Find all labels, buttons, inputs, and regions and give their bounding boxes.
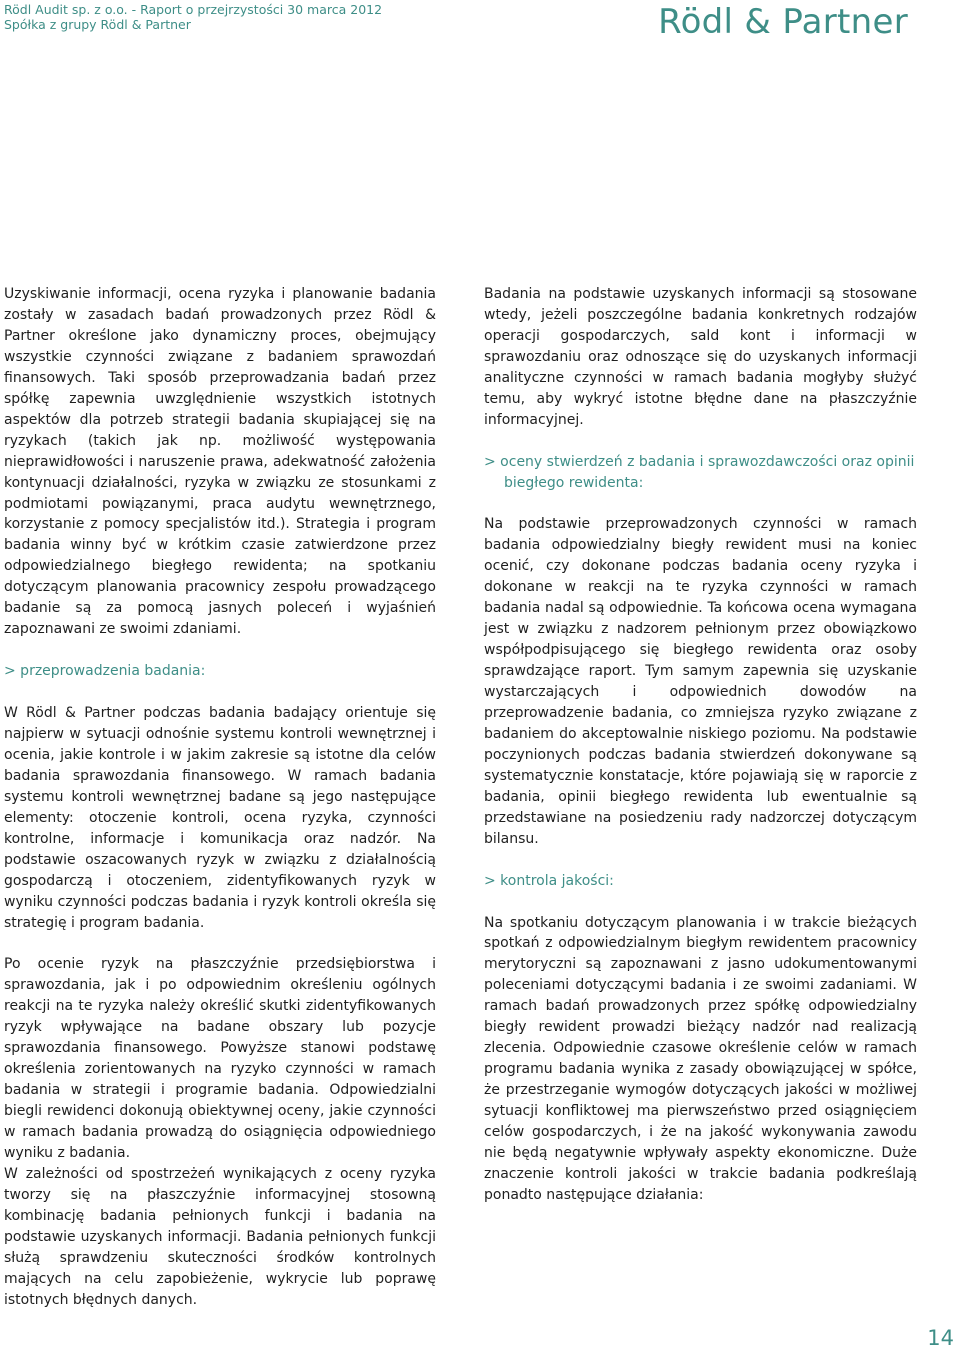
section-heading-conduct: > przeprowadzenia badania: (4, 663, 206, 680)
paragraph: Uzyskiwanie informacji, ocena ryzyka i planowanie badania zostały w zasadach badań prowadzonych przez Rödl & Partner określone jako dynamiczny proces, obejmujący wszystkie czynności związane z badaniem sprawozdań finansowych. Taki sposób przeprowadzania badań przez spółkę zapewnia uwzględnienie wszystkich istotnych aspektów dla potrzeb strategii badania skupiającej się na ryzykach (takich jak np. możliwość występowania nieprawidłowości i naruszenie prawa, adekwatność założenia kontynuacji działalności, ryzyka w związku ze stosunkami z podmiotami powiązanymi, praca audytu wewnętrznego, korzystanie z pomocy specjalistów itd.). Strategia i program badania winny być w krótkim czasie zatwierdzone przez odpowiedzialnego biegłego rewidenta; na spotkaniu dotyczącym planowania pracownicy zespołu prowadzącego badanie są za pomocą jasnych poleceń i wyjaśnień zapoznawani ze swoimi zdaniami. (4, 286, 436, 638)
group-affiliation: Spółka z grupy Rödl & Partner (4, 17, 191, 32)
right-column (484, 284, 917, 1206)
section-heading-assessment: > oceny stwierdzeń z badania i sprawozdawczości oraz opinii biegłego rewidenta: (484, 453, 915, 491)
paragraph: Na podstawie przeprowadzonych czynności w ramach badania odpowiedzialny biegły rewident musi na koniec ocenić, czy dokonane podczas badania oceny ryzyka i dokonane w reakcji na te ryzyka czynności w ramach badania nadal są odpowiednie. Ta końcowa ocena wymagana jest w związku z nadzorem pełnionym przez obowiązkowo współpodpisującego się biegłego rewidenta oraz osoby sprawdzające raport. Tym samym zapewnia się uzyskanie wystarczających i odpowiednich dowodów na przeprowadzenie badania, co zmniejsza ryzyko związane z badaniem do akceptowalnie niskiego poziomu. Na podstawie poczynionych podczas badania stwierdzeń dokonywane są systematycznie konstatacje, które pojawiają się w raporcie z badania, opinii biegłego rewidenta lub ewentualnie są przedstawiane na posiedzeniu rady nadzorczej dotyczącym bilansu. (484, 516, 917, 847)
paragraph: W zależności od spostrzeżeń wynikających z oceny ryzyka tworzy się na płaszczyźnie informacyjnej stosowną kombinację badania pełnionych funkcji i badania na podstawie uzyskanych informacji. Badania pełnionych funkcji służą sprawdzeniu skuteczności środków kontrolnych mających na celu zapobieżenie, wykrycie lub poprawę istotnych błędnych danych. (4, 1165, 436, 1308)
paragraph: W Rödl & Partner podczas badania badający orientuje się najpierw w sytuacji odnośnie systemu kontroli wewnętrznej i ocenia, jakie kontrole i w jakim zakresie są istotne dla celów badania sprawozdania finansowego. W ramach badania systemu kontroli wewnętrznej badane są jego następujące elementy: otoczenie kontroli, ocena ryzyka, czynności kontrolne, informacje i komunikacja oraz nadzór. Na podstawie oszacowanych ryzyk w związku z działalnością gospodarczą i otoczeniem, zidentyfikowanych ryzyk w wyniku czynności podczas badania i ryzyk kontroli określa się strategię i program badania. (4, 705, 436, 931)
paragraph: Po ocenie ryzyk na płaszczyźnie przedsiębiorstwa i sprawozdania, jak i po odpowiednim określeniu ogólnych reakcji na te ryzyka należy określić skutki zidentyfikowanych ryzyk wpływające na badane obszary lub pozycje sprawozdania finansowego. Powyższe stanowi podstawę określenia zorientowanych na ryzyko czynności w ramach badania w strategii i programie badania. Odpowiedzialni biegli rewidenci dokonują obiektywnej oceny, jakie czynności w ramach badania prowadzą do osiągnięcia odpowiedniego wyniku z badania. (4, 956, 436, 1162)
paragraph: Na spotkaniu dotyczącym planowania i w trakcie bieżących spotkań z odpowiedzialnym biegłym rewidentem pracownicy merytoryczni są zapoznawani z jasno udokumentowanymi poleceniami dotyczącymi badania i ze swoimi zadaniami. W ramach badań prowadzonych przez spółkę odpowiedzialny biegły rewident prowadzi bieżący nadzór nad realizacją zlecenia. Odpowiednie czasowe określenie celów w ramach programu badania wynika z zasady obowiązującej w spółce, że przestrzeganie wymogów dotyczących jakości w możliwej sytuacji konfliktowej ma pierwszeństwo przed osiągnięciem celów gospodarczych, i że na jakość wykonywania zawodu nie będą negatywnie wpływały aspekty ekonomiczne. Duże znaczenie kontroli jakości w trakcie badania podkreślają ponadto następujące działania: (484, 914, 917, 1203)
page-header (4, 2, 382, 32)
header-line-1 (4, 2, 382, 17)
left-column (4, 284, 436, 1311)
page-number: 14 (927, 1326, 954, 1350)
paragraph: Badania na podstawie uzyskanych informacji są stosowane wtedy, jeżeli poszczególne badania konkretnych rodzajów operacji gospodarczych, sald kont i informacji w sprawozdaniu oraz odnoszące się do uzyskanych informacji analityczne czynności w ramach badania mogłyby służyć temu, aby wykryć istotne błędne dane na płaszczyźnie informacyjnej. (484, 286, 917, 428)
brand-logo-text: Rödl & Partner (658, 2, 908, 42)
company-name: Rödl Audit sp. z o.o. (4, 2, 128, 17)
section-heading-quality-control: > kontrola jakości: (484, 872, 614, 889)
report-title: - Raport o przejrzystości 30 marca 2012 (127, 2, 383, 17)
